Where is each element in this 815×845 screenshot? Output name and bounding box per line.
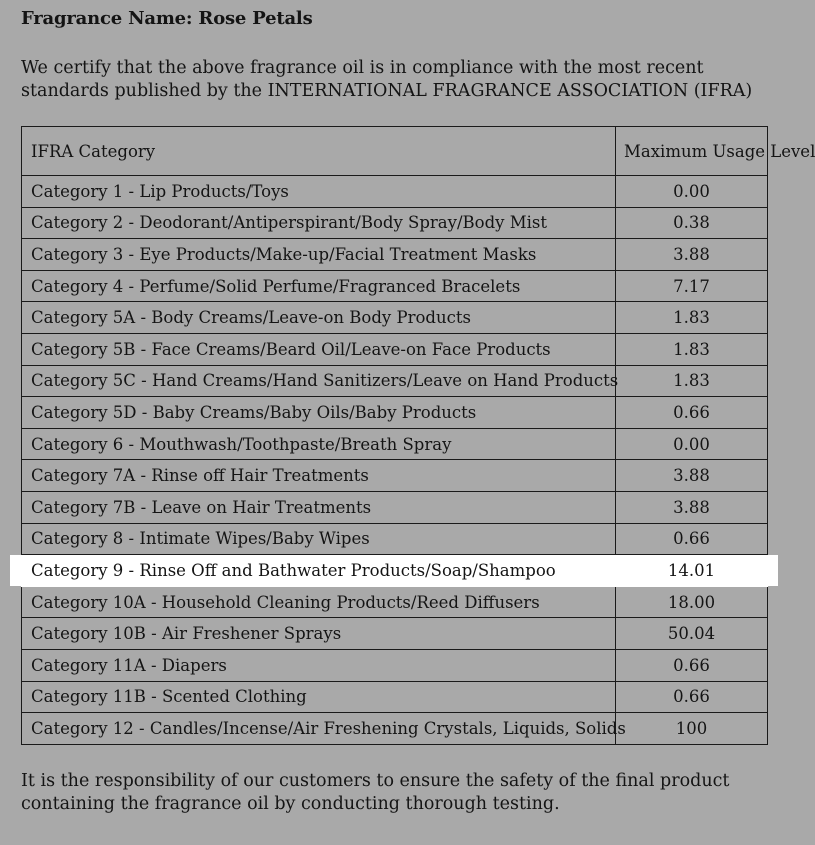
table-row <box>22 176 768 208</box>
usage-level-cell: 50.04 <box>616 618 768 650</box>
usage-level-cell: 1.83 <box>616 302 768 334</box>
table-row <box>22 681 768 713</box>
table-row <box>22 649 768 681</box>
usage-level-cell: 1.83 <box>616 365 768 397</box>
usage-level-cell: 0.66 <box>616 649 768 681</box>
category-cell: Category 10A - Household Cleaning Products/Reed Diffusers <box>22 586 616 618</box>
table-row <box>22 618 768 650</box>
category-cell: Category 6 - Mouthwash/Toothpaste/Breath Spray <box>22 428 616 460</box>
usage-level-cell: 3.88 <box>616 491 768 523</box>
usage-level-cell: 7.17 <box>616 270 768 302</box>
category-cell: Category 3 - Eye Products/Make-up/Facial Treatment Masks <box>22 239 616 271</box>
table-row <box>22 460 768 492</box>
category-cell: Category 5B - Face Creams/Beard Oil/Leave-on Face Products <box>22 333 616 365</box>
category-cell: Category 8 - Intimate Wipes/Baby Wipes <box>22 523 616 555</box>
usage-level-cell: 1.83 <box>616 333 768 365</box>
table-row <box>22 302 768 334</box>
table-row <box>22 239 768 271</box>
table-row <box>22 270 768 302</box>
table-row <box>22 397 768 429</box>
category-cell: Category 4 - Perfume/Solid Perfume/Fragranced Bracelets <box>22 270 616 302</box>
category-cell: Category 11B - Scented Clothing <box>22 681 616 713</box>
category-cell: Category 2 - Deodorant/Antiperspirant/Body Spray/Body Mist <box>22 207 616 239</box>
category-cell: Category 7A - Rinse off Hair Treatments <box>22 460 616 492</box>
table-row <box>22 207 768 239</box>
highlighted-table-row <box>22 555 768 587</box>
header-ifra-category: IFRA Category <box>22 127 616 176</box>
category-cell: Category 11A - Diapers <box>22 649 616 681</box>
usage-level-cell: 3.88 <box>616 460 768 492</box>
usage-level-cell: 100 <box>616 713 768 745</box>
fragrance-name-title: Fragrance Name: Rose Petals <box>21 8 313 29</box>
table-row <box>22 713 768 745</box>
usage-level-cell: 0.00 <box>616 428 768 460</box>
table-row <box>22 491 768 523</box>
usage-level-cell: 0.66 <box>616 681 768 713</box>
responsibility-disclaimer: It is the responsibility of our customers to ensure the safety of the final product containing the fragrance oil by conducting thorough testing. <box>21 771 730 814</box>
category-cell: Category 1 - Lip Products/Toys <box>22 176 616 208</box>
category-cell: Category 5C - Hand Creams/Hand Sanitizers/Leave on Hand Products <box>22 365 616 397</box>
category-cell: Category 5D - Baby Creams/Baby Oils/Baby Products <box>22 397 616 429</box>
table-row <box>22 365 768 397</box>
ifra-usage-table <box>21 126 815 745</box>
usage-level-cell: 0.00 <box>616 176 768 208</box>
table-header-row <box>22 127 768 176</box>
table-row <box>22 333 768 365</box>
usage-level-cell: 14.01 <box>616 555 768 587</box>
usage-level-cell: 18.00 <box>616 586 768 618</box>
usage-level-cell: 0.66 <box>616 523 768 555</box>
usage-level-cell: 0.66 <box>616 397 768 429</box>
category-cell: Category 7B - Leave on Hair Treatments <box>22 491 616 523</box>
category-cell: Category 5A - Body Creams/Leave-on Body Products <box>22 302 616 334</box>
category-cell: Category 10B - Air Freshener Sprays <box>22 618 616 650</box>
category-cell: Category 12 - Candles/Incense/Air Freshening Crystals, Liquids, Solids <box>22 713 616 745</box>
category-cell: Category 9 - Rinse Off and Bathwater Products/Soap/Shampoo <box>22 555 616 587</box>
usage-level-cell: 3.88 <box>616 239 768 271</box>
table-row <box>22 586 768 618</box>
certification-statement: We certify that the above fragrance oil is in compliance with the most recent standards published by the INTERNATIONAL FRAGRANCE ASSOCIATION (IFRA) <box>21 58 753 101</box>
table-row <box>22 428 768 460</box>
header-maximum-usage-level: Maximum Usage Level <box>616 127 768 176</box>
table-row <box>22 523 768 555</box>
usage-level-cell: 0.38 <box>616 207 768 239</box>
